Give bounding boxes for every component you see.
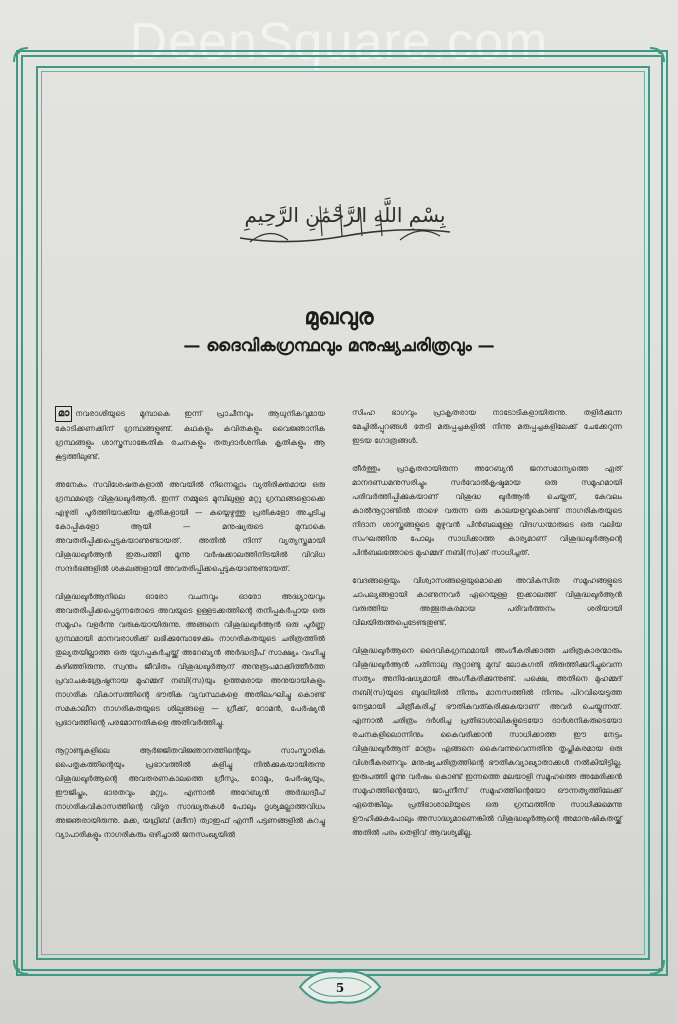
page-number: 5 [335,981,345,995]
corner-ornament-icon [648,958,666,976]
right-column [352,406,622,854]
paragraph: വേദങ്ങളെയും വിശ്വാസങ്ങളെയുമൊക്കെ അവികസിത സമൂഹങ്ങളുടെ ചാപല്യങ്ങളായി കാണുന്നവർ ഏറെയുള്ള ഇക്കാലത്ത് വിശുദ്ധഖുർആൻ വരുത്തിയ അത്ഭുതകരമായ പരിവർത്തനം ശരിയായി വിലയിരുത്തപ്പെടേണ്ടതുണ്ട്. [352,576,622,627]
left-column [55,406,325,856]
page-subtitle: — ദൈവികഗ്രന്ഥവും മനുഷ്യചരിത്രവും — [183,336,495,356]
corner-ornament-icon [12,958,30,976]
corner-ornament-icon [12,46,30,64]
paragraph: അനേകം സവിശേഷതകളാൽ അവയിൽ നിന്നെല്ലാം വ്യതിരിക്തമായ ഒരു ഗ്രന്ഥമത്രെ വിശുദ്ധഖുർആൻ. ഇന്ന് നമ്മുടെ മുമ്പിലുള്ള മറ്റു ഗ്രന്ഥങ്ങളൊക്കെ എഴുതി പൂർത്തിയാക്കിയ കൃതികളായി — കയ്യെഴുത്തു പ്രതികളോ അച്ചടിച്ച കോപ്പികളോ ആയി — മനുഷ്യരുടെ മുമ്പാകെ അവതരിപ്പിക്കപ്പെടുകയാണുണ്ടായത്. അതിൽ നിന്ന് വ്യത്യസ്തമായി വിശുദ്ധഖുർആൻ ഇരുപത്തി മൂന്നു വർഷക്കാലത്തിനിടയിൽ വിവിധ സന്ദർഭങ്ങളിൽ ശകലങ്ങളായി അവതരിപ്പിക്കപ്പെടുകയാണുണ്ടായത്. [55,480,325,573]
watermark: DeenSquare.com [129,13,549,71]
paragraph: നൂറ്റാണ്ടുകളിലെ ആർജ്ജിതവിജ്ഞാനത്തിന്റെയും സാംസ്കാരിക പൈതൃകത്തിന്റെയും പ്രഭാവത്തിൽ കുളിച്ചു നിൽക്കുകയായിരുന്നു വിശുദ്ധഖുർആന്റെ അവതരണകാലത്തെ ഗ്രീസും, റോമും, പേർഷ്യയും, ഈജിപ്തും, ഭാരതവും മറ്റും. എന്നാൽ അറേബ്യൻ അർദ്ധദ്വീപ് നാഗരികവികാസത്തിന്റെ വിദൂര സാദ്ധ്യതകൾ പോലും ദൃശ്യമല്ലാത്തവിധം അജ്ഞരായിരുന്നു. മക്ക, യഥ്രിബ് (മദീന) ത്വാഇഫ് എന്നീ പട്ടണങ്ങളിൽ കുറച്ചു വ്യാപാരികളും നാഗരികരും ഒഴിച്ചാൽ ജനസംഖ്യയിൽ [55,746,325,839]
paragraph: വിശുദ്ധഖുർആനിലെ ഓരോ വചനവും ഓരോ അദ്ധ്യായവും അവതരിപ്പിക്കപ്പെടുന്നതോടെ അവയുടെ ഉള്ളടക്കത്തിന്റെ തനിപ്പകർപ്പായ ഒരു സമൂഹം വളർന്നു വരുകയായിരുന്നു. അങ്ങനെ വിശുദ്ധഖുർആൻ ഒരു പൂർണ്ണ ഗ്രന്ഥമായി മാനവരാശിക്ക് ലഭിക്കുമ്പോഴേക്കും നാഗരികതയുടെ ചരിത്രത്തിൽ തുല്യതയില്ലാത്ത ഒരു യുഗപ്പകർച്ചയ്ക്ക് അറേബ്യൻ അർദ്ധദ്വീപ് സാക്ഷ്യം വഹിച്ചു കഴിഞ്ഞിരുന്നു. സ്വന്തം ജീവിതം വിശുദ്ധഖുർആന് അനുരൂപമാക്കിത്തീർത്ത പ്രവാചകശ്രേഷ്ഠനായ മുഹമ്മദ് നബി(സ)യും ഉത്തമരായ അനുയായികളും നാഗരിക വികാസത്തിന്റെ ഭൗതിക വ്യവസ്ഥകളെ അതിലംഘിച്ചു കൊണ്ട് സമകാലീന നാഗരികതയുടെ ശില്പങ്ങളെ — ഗ്രീക്ക്, റോമൻ, പേർഷ്യൻ പ്രഭാവത്തിന്റെ പരമോന്നതികളെ അതിവർത്തിച്ചു. [55,592,325,727]
drop-cap: മാ [55,406,72,422]
paragraph [55,406,325,464]
paragraph: തീർത്തും പ്രാകൃതരായിരുന്ന അറേബ്യൻ ജനസമാന്യത്തെ ഏത് മാനദണ്ഡമനുസരിച്ചും സർവോൽകൃഷ്ടമായ ഒരു സമൂഹമായി പരിവർത്തിപ്പിക്കുകയാണ് വിശുദ്ധ ഖുർആൻ ചെയ്തത്, കേവലം കാൽനൂറ്റാണ്ടിൽ താഴെ വരുന്ന ഒരു കാലയളവുകൊണ്ട് നാഗരികതയുടെ നിദാന ശാസ്ത്രങ്ങളുടെ മുഴുവൻ പിൻബലമുള്ള വിദഗ്ധന്മാരുടെ ഒരു വലിയ സംഘത്തിനു പോലും സാധിക്കാത്ത കാര്യമാണ് വിശുദ്ധഖുർആന്റെ പിൻബലത്തോടെ മുഹമ്മദ് നബി(സ)ക്ക് സാധിച്ചത്. [352,464,622,557]
paragraph-text: നവരാശിയുടെ മുമ്പാകെ ഇന്ന് പ്രാചീനവും ആധുനികവുമായ കോടിക്കണക്കിന് ഗ്രന്ഥങ്ങളുണ്ട്. കഥകളും കവിതകളും വൈജ്ഞാനിക ഗ്രന്ഥങ്ങളും ശാസ്ത്രസാങ്കേതിക രചനകളും തത്വദാർശനിക കൃതികളും ആ കൂട്ടത്തിലുണ്ട്. [55,409,325,461]
paragraph: സിംഹ ഭാഗവും പ്രാകൃതരായ നാടോടികളായിരുന്നു. തളിർക്കുന്ന മേച്ചിൽപ്പുറങ്ങൾ തേടി മരുപ്പച്ചകളിൽ നിന്നു മരുപ്പച്ചകളിലേക്ക് ചേക്കേറുന്ന ഇടയ ഗോത്രങ്ങൾ. [352,408,622,445]
corner-ornament-icon [648,46,666,64]
page-title: മുഖവുര [304,305,374,330]
paragraph: വിശുദ്ധഖുർആനെ ദൈവികഗ്രന്ഥമായി അംഗീകരിക്കാത്ത ചരിത്രകാരന്മാരും വിശുദ്ധഖുർആൻ പതിനാലു നൂറ്റാണ്ടു മുമ്പ് ലോകഗതി തിരുത്തിക്കുറിച്ചുവെന്ന സത്യം അനിഷേധ്യമായി അംഗീകരിക്കുന്നുണ്ട്. പക്ഷെ, അതിനെ മുഹമ്മദ് നബി(സ)യുടെ ബുദ്ധിയിൽ നിന്നും മാനസത്തിൽ നിന്നും പിറവിയെടുത്ത നേട്ടമായി ചിത്രീകരിച്ച് ഭൗതികവത്കരിക്കുകയാണ് അവർ ചെയ്യുന്നത്. എന്നാൽ ചരിത്രം ദർശിച്ച പ്രതിഭാശാലികളുടെയോ ദാർശനികരുടെയോ രചനകളിലൊന്നിനും കൈവരിക്കാൻ സാധിക്കാത്ത ഈ നേട്ടം വിശുദ്ധഖുർആന് മാത്രം എങ്ങനെ കൈവന്നുവെന്നതിനു തൃപ്തികരമായ ഒരു വിശദീകരണവും മനുഷ്യചരിത്രത്തിന്റെ ഭൗതികവ്യാഖ്യാതാക്കൾ നൽകിയിട്ടില്ല. ഇരുപത്തി മൂന്നു വർഷം കൊണ്ട് ഇന്നത്തെ മലയാളി സമൂഹത്തെ അമേരിക്കൻ സമൂഹത്തിന്റെയോ, ജാപ്പനീസ് സമൂഹത്തിന്റെയോ ഔന്നത്യത്തിലേക്ക് ഏതെങ്കിലും പ്രതിഭാശാലിയുടെ ഒരു ഗ്രന്ഥത്തിനു സാധിക്കുമെന്നു ഊഹിക്കുകപോലും അസാദ്ധ്യമാണെങ്കിൽ വിശുദ്ധഖുർആന്റെ അമാനുഷികതയ്ക്ക് അതിൽ പരം തെളിവ് ആവശ്യമില്ല. [352,646,622,837]
bismillah-text: بِسْمِ اللَّهِ الرَّحْمَٰنِ الرَّحِيمِ [244,203,446,227]
